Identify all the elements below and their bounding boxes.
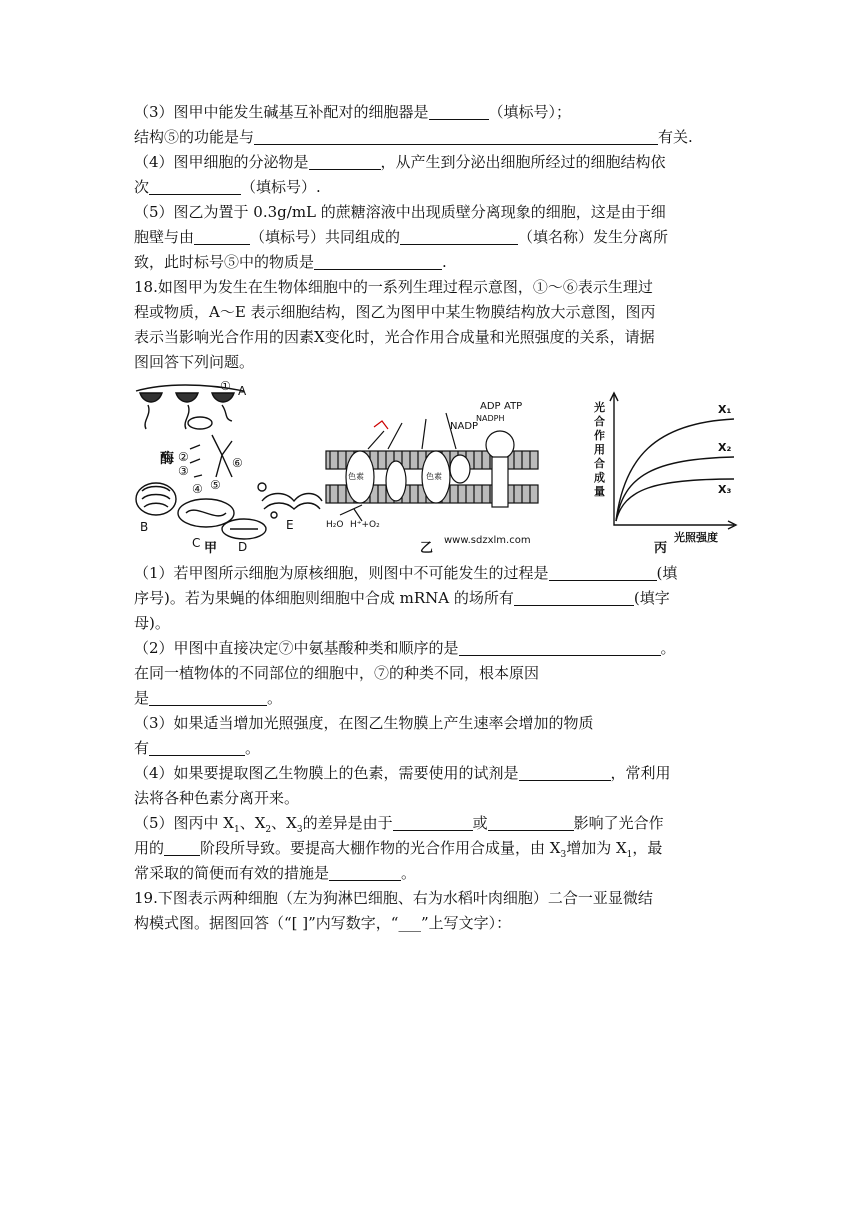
jia-label-c: C <box>192 536 201 550</box>
jia-label-circle1: ① <box>220 379 231 393</box>
text: 是 <box>134 689 150 707</box>
ribosome-shape <box>212 393 234 402</box>
answer-blank[interactable] <box>254 128 658 145</box>
text: （2）甲图中直接决定⑦中氨基酸种类和顺序的是 <box>134 639 459 657</box>
q4-line1 <box>134 150 738 175</box>
text: (填字 <box>633 589 670 607</box>
q5-line3 <box>134 250 738 275</box>
text: 法将各种色素分离开来。 <box>134 789 300 807</box>
bing-label-x1: X₁ <box>718 403 732 416</box>
answer-blank[interactable] <box>314 253 442 270</box>
q18-2-line3 <box>134 686 738 711</box>
answer-blank[interactable] <box>149 739 245 756</box>
yi-label-nadp: NADP <box>450 421 479 432</box>
q5-line2 <box>134 225 738 250</box>
figure-label-bing: 丙 <box>654 541 668 556</box>
text: (填 <box>656 564 678 582</box>
jia-label-b: B <box>140 520 149 534</box>
text: 、X <box>271 814 297 832</box>
golgi-shape <box>262 494 322 502</box>
q18-5-line1 <box>134 811 738 836</box>
answer-blank[interactable] <box>393 814 473 831</box>
ribosome-shape <box>176 393 198 402</box>
text: 母)。 <box>134 614 170 632</box>
q18-1-line1 <box>134 561 738 586</box>
figure-illustration <box>134 379 738 559</box>
y-label-char: 量 <box>594 485 605 498</box>
q18-4-line2 <box>134 786 738 811</box>
answer-blank[interactable] <box>149 178 241 195</box>
q18-stem-line1 <box>134 275 738 300</box>
subscript: 1 <box>234 825 240 835</box>
subscript: 3 <box>296 825 303 835</box>
jia-label-circle4: ④ <box>192 482 203 496</box>
subscript: 2 <box>265 825 272 835</box>
q18-1-line3 <box>134 611 738 636</box>
answer-blank[interactable] <box>429 103 489 120</box>
text: 或 <box>472 814 488 832</box>
text: ，最 <box>632 839 663 857</box>
jia-label-circle3: ③ <box>178 464 189 478</box>
answer-blank[interactable] <box>194 228 250 245</box>
answer-blank[interactable] <box>309 153 381 170</box>
answer-blank[interactable] <box>488 814 574 831</box>
exam-page <box>134 100 738 936</box>
q18-5-line2 <box>134 836 738 861</box>
answer-blank[interactable] <box>549 564 657 581</box>
atp-synthase-stalk <box>492 457 508 507</box>
text: 次 <box>134 178 150 196</box>
text: （5）图乙为置于 0.3g/mL 的蔗糖溶液中出现质壁分离现象的细胞，这是由于细 <box>134 203 666 221</box>
yi-label-adp: ADP <box>480 401 501 412</box>
q18-stem-line4 <box>134 350 738 375</box>
text: 构模式图。据图回答（“[ ]”内写数字，“___”上写文字）： <box>134 914 512 932</box>
q3-line1 <box>134 100 738 125</box>
bing-label-x2: X₂ <box>718 441 732 454</box>
q18-3-line2 <box>134 736 738 761</box>
q19-line1 <box>134 886 738 911</box>
organelle-shape <box>142 487 170 508</box>
text: （填标号）. <box>241 178 321 196</box>
text: （4）图甲细胞的分泌物是 <box>134 153 309 171</box>
text: 阶段所导致。要提高大棚作物的光合作用合成量，由 X <box>200 839 561 857</box>
q19-line2 <box>134 911 738 936</box>
golgi-shape <box>264 503 320 509</box>
text: . <box>442 253 447 271</box>
jia-label-circle6: ⑥ <box>232 456 243 470</box>
yi-label-o2: H⁺+O₂ <box>350 520 380 530</box>
subscript: 1 <box>626 850 633 860</box>
organelle-shape <box>186 510 226 516</box>
jia-label-a: A <box>238 384 247 398</box>
bing-axes <box>614 395 734 525</box>
jia-label-circle2: ② <box>178 450 189 464</box>
yi-label-pigment1: 色素 <box>348 472 364 481</box>
bing-label-x3: X₃ <box>718 483 732 496</box>
text: （填名称）发生分离所 <box>518 228 669 246</box>
q18-1-line2 <box>134 586 738 611</box>
jia-label-d: D <box>238 540 248 554</box>
vesicle-shape <box>258 483 266 491</box>
text: 有关. <box>658 128 693 146</box>
answer-blank[interactable] <box>459 639 661 656</box>
q18-5-line3 <box>134 861 738 886</box>
figure-label-jia: 甲 <box>204 541 218 556</box>
y-label-char: 合 <box>594 457 605 470</box>
answer-blank[interactable] <box>400 228 518 245</box>
y-label-char: 光 <box>594 401 605 414</box>
text: 用的 <box>134 839 165 857</box>
vesicle-shape <box>188 417 212 429</box>
text: （填标号）； <box>488 103 572 121</box>
ribosome-shape <box>140 393 162 402</box>
protein-shape <box>386 461 406 501</box>
text: ，常利用 <box>610 764 671 782</box>
answer-blank[interactable] <box>514 589 634 606</box>
text: （3）图甲中能发生碱基互补配对的细胞器是 <box>134 103 429 121</box>
q18-3-line1 <box>134 711 738 736</box>
figure-watermark: www.sdzxlm.com <box>444 535 531 546</box>
text: 表示当影响光合作用的因素X变化时，光合作用合成量和光照强度的关系，请据 <box>134 328 655 346</box>
q18-4-line1 <box>134 761 738 786</box>
text: 、X <box>239 814 266 832</box>
y-label-char: 作 <box>594 429 605 442</box>
yi-label-atp: ATP <box>504 401 523 412</box>
vesicle-shape <box>271 512 277 518</box>
y-label-char: 成 <box>594 471 605 484</box>
text: （4）如果要提取图乙生物膜上的色素，需要使用的试剂是 <box>134 764 519 782</box>
text: （填标号）共同组成的 <box>250 228 401 246</box>
subscript: 3 <box>560 850 567 860</box>
text: 致，此时标号⑤中的物质是 <box>134 253 315 271</box>
text: 。 <box>267 689 283 707</box>
light-burst <box>374 421 388 429</box>
y-label-char: 合 <box>594 415 605 428</box>
text: 19.下图表示两种细胞（左为狗淋巴细胞、右为水稻叶肉细胞）二合一亚显微结 <box>134 889 653 907</box>
light-arrows <box>368 413 456 449</box>
text: 常采取的简便而有效的措施是 <box>134 864 330 882</box>
text: 。 <box>401 864 417 882</box>
figure-strip <box>134 379 738 559</box>
text: 18.如图甲为发生在生物体细胞中的一系列生理过程示意图，①～⑥表示生理过 <box>134 278 653 296</box>
bing-y-label <box>594 400 609 498</box>
answer-blank[interactable] <box>519 764 611 781</box>
yi-label-water: H₂O <box>326 520 344 530</box>
text: （3）如果适当增加光照强度，在图乙生物膜上产生速率会增加的物质 <box>134 714 594 732</box>
q18-stem-line3 <box>134 325 738 350</box>
answer-blank[interactable] <box>164 839 200 856</box>
branch-arrows-shape <box>212 435 232 477</box>
curve-x1 <box>616 419 734 521</box>
q3-line2 <box>134 125 738 150</box>
q18-stem-line2 <box>134 300 738 325</box>
water-arrows <box>340 505 362 521</box>
text: 图回答下列问题。 <box>134 353 255 371</box>
text: （5）图丙中 X <box>134 814 234 832</box>
text: 。 <box>245 739 261 757</box>
atp-synthase-head <box>486 431 514 459</box>
figure-label-yi: 乙 <box>420 541 434 556</box>
text: ，从产生到分泌出细胞所经过的细胞结构依 <box>380 153 666 171</box>
figure-yi <box>326 413 538 521</box>
q18-2-line2 <box>134 661 738 686</box>
y-label-char: 用 <box>594 443 605 456</box>
text: 程或物质，A～E 表示细胞结构，图乙为图甲中某生物膜结构放大示意图，图丙 <box>134 303 656 321</box>
text: 影响了光合作 <box>573 814 664 832</box>
q5-line1 <box>134 200 738 225</box>
answer-blank[interactable] <box>149 689 267 706</box>
q18-2-line1 <box>134 636 738 661</box>
text: 有 <box>134 739 150 757</box>
text: 胞壁与由 <box>134 228 195 246</box>
text: 增加为 X <box>566 839 627 857</box>
curve-x3 <box>616 479 734 521</box>
text: 。 <box>660 639 676 657</box>
protein-shape <box>450 455 470 483</box>
answer-blank[interactable] <box>329 864 401 881</box>
figure-jia-labels <box>140 379 294 554</box>
arrow-shape <box>190 445 202 477</box>
text: 结构⑤的功能是与 <box>134 128 255 146</box>
text: 序号)。若为果蝇的体细胞则细胞中合成 mRNA 的场所有 <box>134 589 514 607</box>
text: 在同一植物体的不同部位的细胞中，⑦的种类不同，根本原因 <box>134 664 540 682</box>
q4-line2 <box>134 175 738 200</box>
yi-label-pigment2: 色素 <box>426 472 442 481</box>
text: （1）若甲图所示细胞为原核细胞，则图中不可能发生的过程是 <box>134 564 549 582</box>
bing-x-label: 光照强度 <box>674 531 718 544</box>
jia-label-e: E <box>286 518 294 532</box>
jia-label-mei: 酶 <box>160 451 174 467</box>
jia-label-circle5: ⑤ <box>210 478 221 492</box>
text: 的差异是由于 <box>302 814 393 832</box>
yi-label-nadph: NADPH <box>476 414 505 423</box>
